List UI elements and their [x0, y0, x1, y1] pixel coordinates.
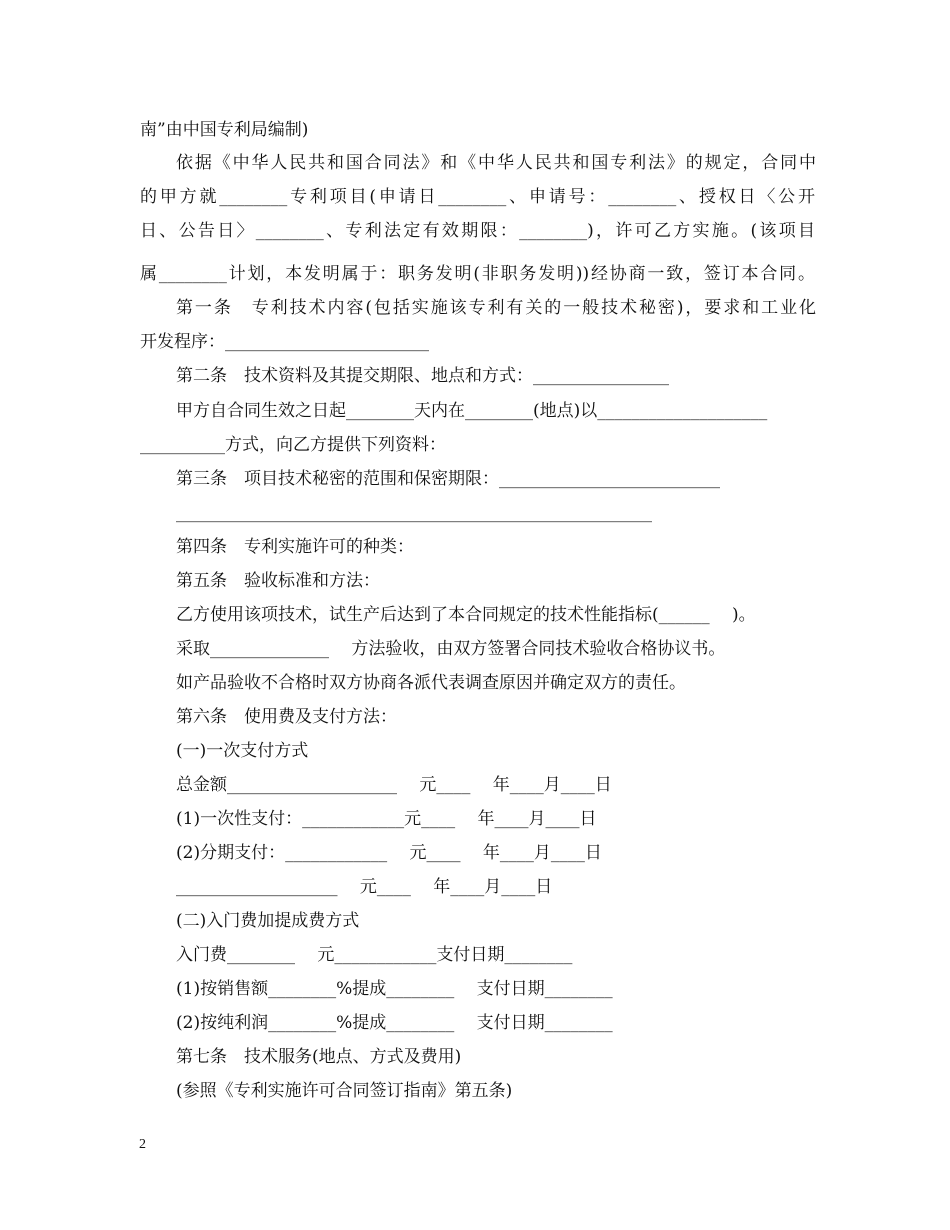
- form-line: ___________________ 元____ 年____月____日: [176, 877, 553, 897]
- article-heading: 第三条 项目技术秘密的范围和保密期限：__________________________: [176, 469, 720, 489]
- text-line: 依据《中华人民共和国合同法》和《中华人民共和国专利法》的规定，合同中: [176, 153, 816, 173]
- article-heading: 第四条 专利实施许可的种类：: [176, 537, 414, 557]
- article-heading: 第七条 技术服务(地点、方式及费用): [176, 1047, 462, 1067]
- blank-line: ________________________________________________________: [176, 503, 652, 523]
- article-heading: 第二条 技术资料及其提交期限、地点和方式：________________: [176, 366, 669, 386]
- form-line: 总金额____________________ 元____ 年____月____日: [176, 775, 612, 795]
- form-line: (1)按销售额________%提成________ 支付日期________: [176, 979, 613, 999]
- text-line: 的甲方就________专利项目(申请日________、申请号：________、授权日〈公开: [140, 187, 815, 207]
- section-heading: (二)入门费加提成费方式: [176, 911, 360, 931]
- article-heading: 第五条 验收标准和方法：: [176, 571, 380, 591]
- text-line: 南”由中国专利局编制): [140, 120, 309, 140]
- form-line: (1)一次性支付：____________元____ 年____月____日: [176, 809, 597, 829]
- text-line: 采取______________ 方法验收，由双方签署合同技术验收合格协议书。: [176, 639, 726, 659]
- text-line: __________方式，向乙方提供下列资料：: [140, 435, 446, 455]
- form-line: (2)按纯利润________%提成________ 支付日期________: [176, 1013, 613, 1033]
- text-line: 日、公告日〉________、专利法定有效期限：________)，许可乙方实施。(该项目: [140, 221, 815, 241]
- form-line: 入门费________ 元____________支付日期________: [176, 945, 573, 965]
- text-line: (参照《专利实施许可合同签订指南》第五条): [176, 1081, 513, 1101]
- form-line: (2)分期支付：____________ 元____ 年____月____日: [176, 843, 602, 863]
- article-heading: 第六条 使用费及支付方法：: [176, 707, 397, 727]
- text-line: 乙方使用该项技术，试生产后达到了本合同规定的技术性能指标(______ )。: [176, 605, 756, 625]
- text-line: 如产品验收不合格时双方协商各派代表调查原因并确定双方的责任。: [176, 673, 686, 693]
- text-line: 甲方自合同生效之日起________天内在________(地点)以____________________: [176, 401, 768, 421]
- text-line: 属________计划，本发明属于：职务发明(非职务发明))经协商一致，签订本合同。: [140, 264, 815, 284]
- article-heading: 第一条 专利技术内容(包括实施该专利有关的一般技术秘密)，要求和工业化: [176, 298, 816, 318]
- page-number: 2: [139, 1137, 146, 1152]
- text-line: 开发程序：________________________: [140, 332, 429, 352]
- section-heading: (一)一次支付方式: [176, 741, 309, 761]
